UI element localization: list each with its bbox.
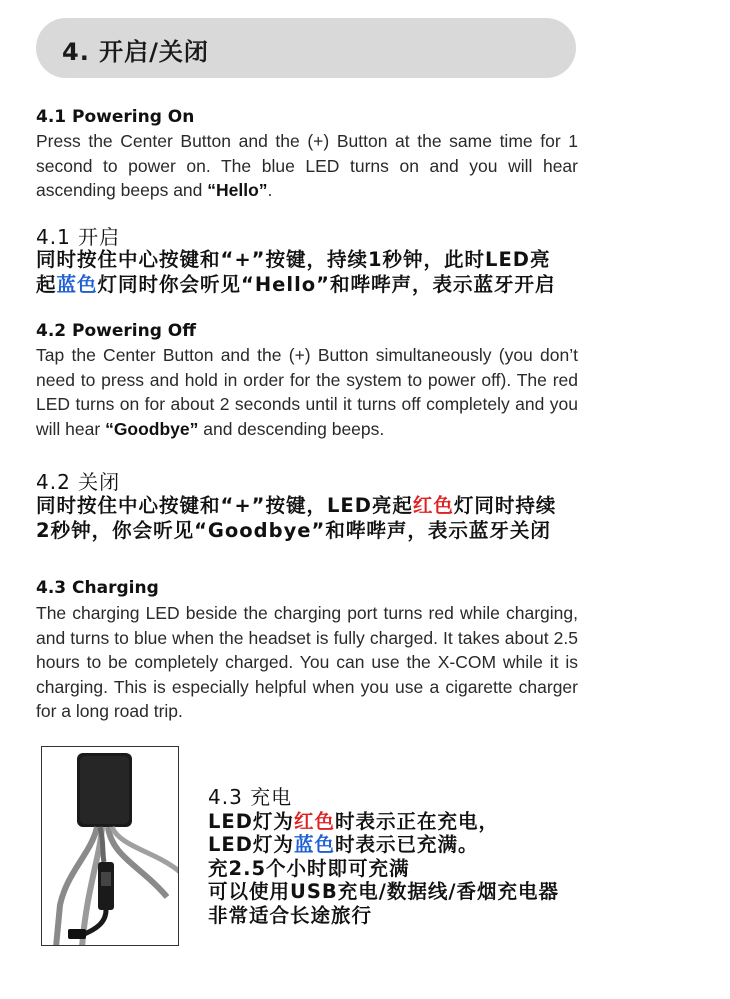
charging-cn-heading: 4.3 充电 (208, 785, 293, 809)
power-off-cn-heading: 4.2 关闭 (36, 470, 121, 494)
power-on-cn-heading: 4.1 开启 (36, 225, 121, 249)
page-title: 4. 开启/关闭 (62, 38, 209, 66)
power-off-heading: 4.2 Powering Off (36, 321, 197, 341)
power-off-cn-text: 同时按住中心按键和“+”按键，LED亮起红色灯同时持续 2秒钟，你会听见“Goodbye”和哔哔声，表示蓝牙关闭 (36, 494, 557, 542)
charging-heading: 4.3 Charging (36, 578, 159, 598)
power-on-text: Press the Center Button and the (+) Button at the same time for 1 second to power on. The blue LED turns on and you will hear ascending beeps and “Hello”. (36, 131, 578, 200)
charging-text: The charging LED beside the charging port turns red while charging, and turns to blue when the headset is fully charged. It takes about 2.5 hours to be completely charged. You can use the X-COM while it is charging. This is especially helpful when you use a cigarette charger for a long road trip. (36, 603, 578, 721)
charger-photo (41, 746, 179, 946)
usb-charger-cable-image (42, 747, 179, 946)
charging-cn-text: 4.3 充电 LED灯为红色时表示正在充电， LED灯为蓝色时表示已充满。 充2.5个小时即可充满 可以使用USB充电/数据线/香烟充电器 非常适合长途旅行 (208, 785, 559, 927)
power-off-text: Tap the Center Button and the (+) Button simultaneously (you don’t need to press and hold in order for the system to power off). The red LED turns on for about 2 seconds until it turns off completely and you will hear “Goodbye” and descending beeps. (36, 345, 578, 439)
power-on-heading: 4.1 Powering On (36, 107, 195, 127)
power-on-cn-text: 同时按住中心按键和“+”按键，持续1秒钟，此时LED亮 起蓝色灯同时你会听见“Hello”和哔哔声，表示蓝牙开启 (36, 248, 556, 296)
